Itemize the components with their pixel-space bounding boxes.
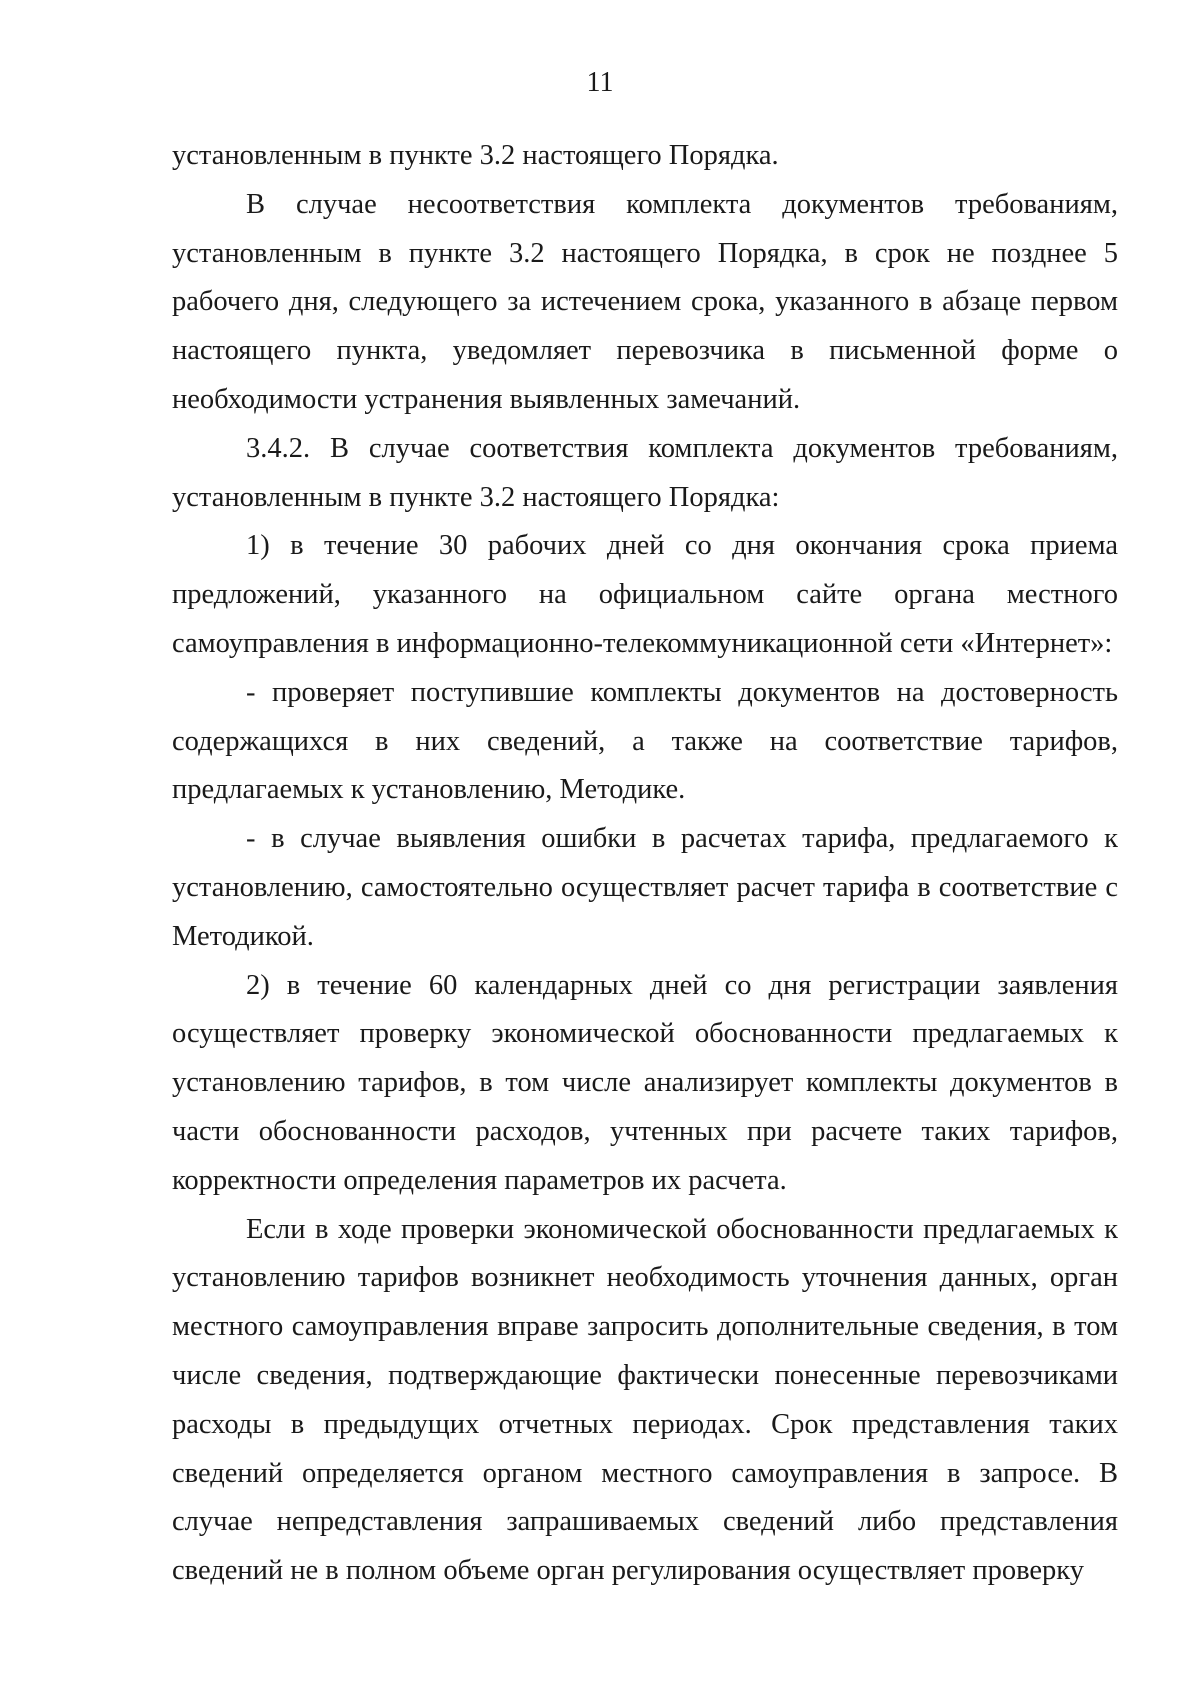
page-number: 11 <box>586 67 614 98</box>
paragraph-nonconformity: В случае несоответствия комплекта документов требованиям, установленным в пункте 3.2 настоящего Порядка, в срок не позднее 5 рабочего дня, следующего за истечением срока, указанного в абзаце первом настоящего пункта, уведомляет перевозчика в письменной форме о необходимости устранения выявленных замечаний. <box>172 188 1118 415</box>
paragraph-item-2: 2) в течение 60 календарных дней со дня регистрации заявления осуществляет проверку экономической обоснованности предлагаемых к установлению тарифов, в том числе анализирует комплекты документов в части обоснованности расходов, учтенных при расчете таких тарифов, корректности определения параметров их расчета. <box>172 969 1118 1196</box>
paragraph-item-1: 1) в течение 30 рабочих дней со дня окончания срока приема предложений, указанного на официальном сайте органа местного самоуправления в информационно-телекоммуникационной сети «Интернет»: <box>172 530 1118 659</box>
paragraph-continuation: установленным в пункте 3.2 настоящего Порядка. <box>172 140 779 171</box>
paragraph-bullet-errors: - в случае выявления ошибки в расчетах тарифа, предлагаемого к установлению, самостоятельно осуществляет расчет тарифа в соответствие с Методикой. <box>172 823 1118 952</box>
paragraph-bullet-verify: - проверяет поступившие комплекты документов на достоверность содержащихся в них сведений, а также на соответствие тарифов, предлагаемых к установлению, Методике. <box>172 676 1118 806</box>
paragraph-3-4-2: 3.4.2. В случае соответствия комплекта документов требованиям, установленным в пункте 3.2 настоящего Порядка: <box>172 432 1118 513</box>
document-body <box>172 132 1118 1596</box>
paragraph-additional-info: Если в ходе проверки экономической обоснованности предлагаемых к установлению тарифов возникнет необходимость уточнения данных, орган местного самоуправления вправе запросить дополнительные сведения, в том числе сведения, подтверждающие фактически понесенные перевозчиками расходы в предыдущих отчетных периодах. Срок представления таких сведений определяется органом местного самоуправления в запросе. В случае непредставления запрашиваемых сведений либо представления сведений не в полном объеме орган регулирования осуществляет проверку <box>172 1213 1118 1587</box>
